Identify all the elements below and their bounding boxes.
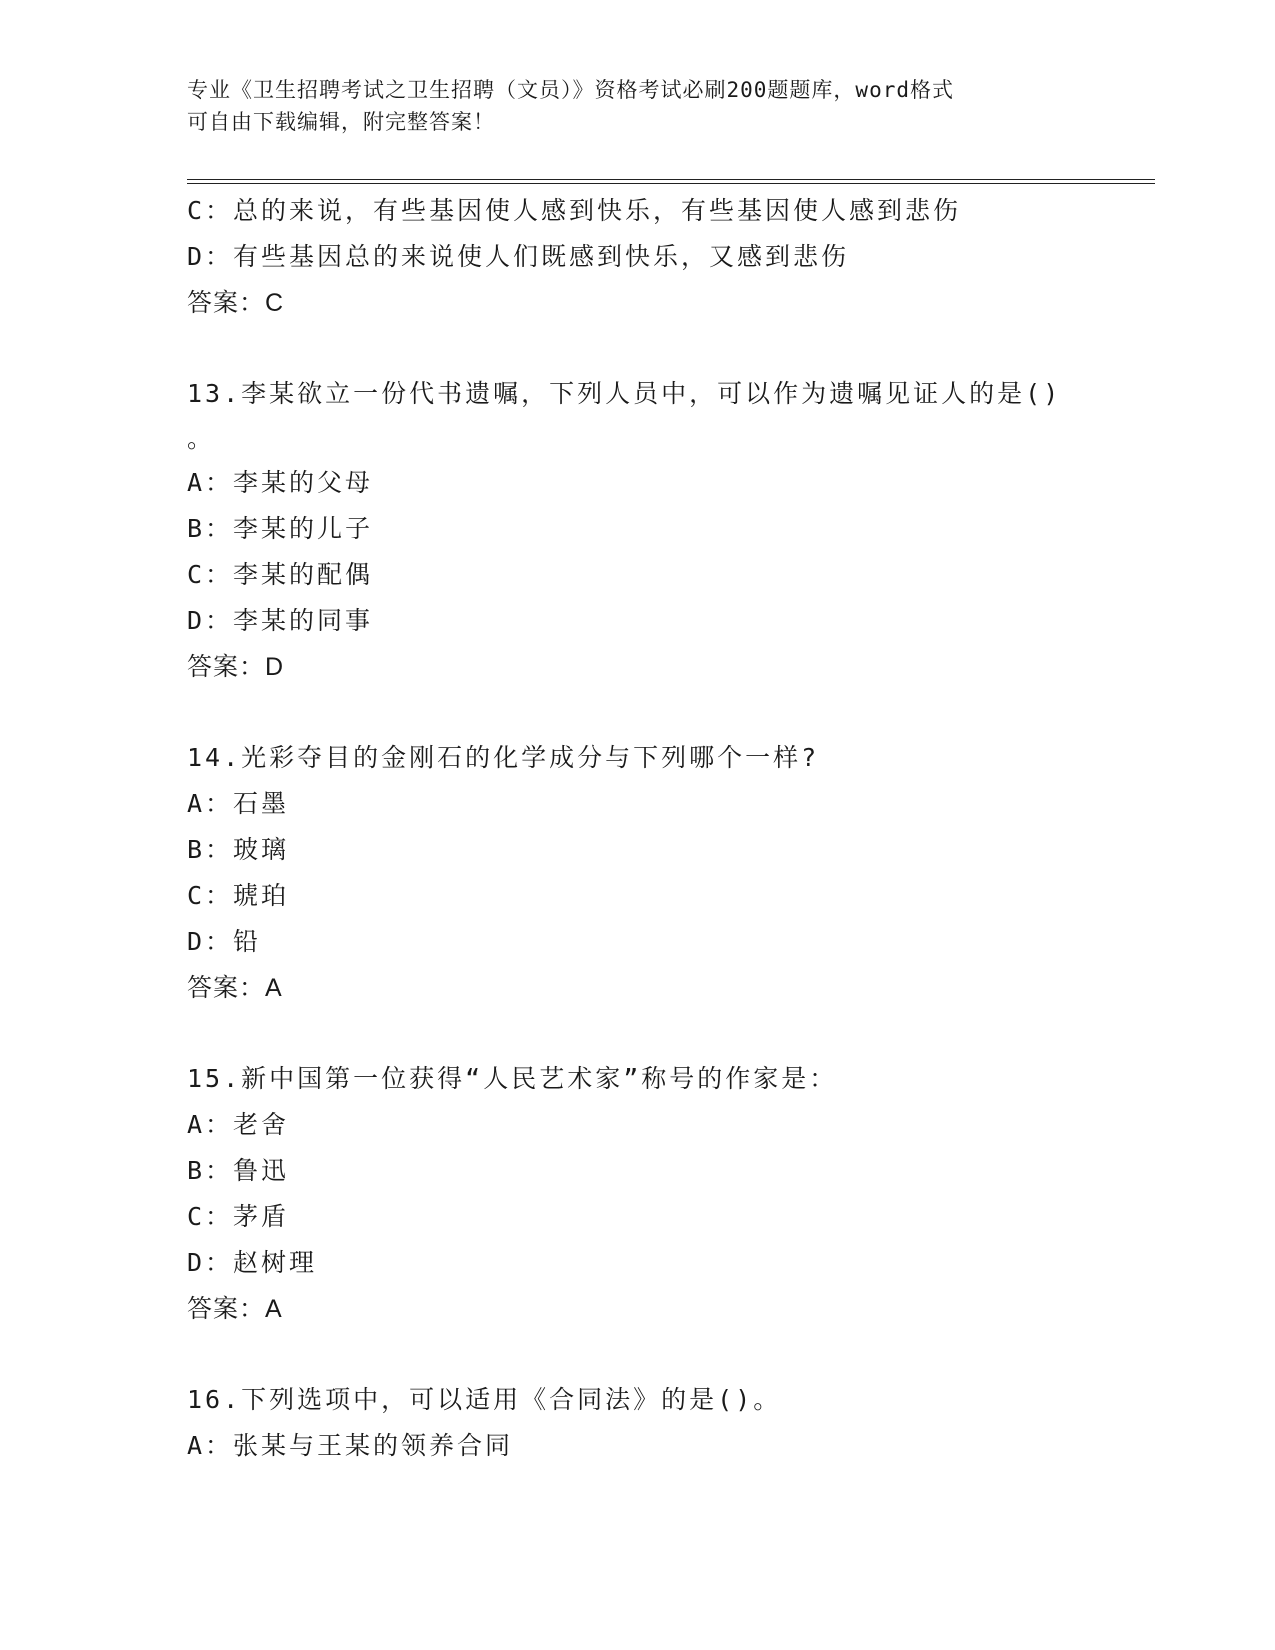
option-c: C：总的来说，有些基因使人感到快乐，有些基因使人感到悲伤 xyxy=(187,196,962,225)
document-header xyxy=(187,74,1087,138)
option-a: A：李某的父母 xyxy=(187,468,374,497)
option-b: B：鲁迅 xyxy=(187,1156,290,1185)
option-a: A：石墨 xyxy=(187,789,290,818)
question-stem: 15.新中国第一位获得“人民艺术家”称号的作家是： xyxy=(187,1064,838,1093)
question-14 xyxy=(187,735,1147,1011)
option-d: D：有些基因总的来说使人们既感到快乐，又感到悲伤 xyxy=(187,242,850,271)
option-a: A：张某与王某的领养合同 xyxy=(187,1431,514,1460)
option-d: D：赵树理 xyxy=(187,1248,318,1277)
question-13 xyxy=(187,371,1147,690)
option-b: B：玻璃 xyxy=(187,835,290,864)
question-list xyxy=(187,188,1147,1469)
option-b: B：李某的儿子 xyxy=(187,514,374,543)
question-stem: 14.光彩夺目的金刚石的化学成分与下列哪个一样? xyxy=(187,743,820,772)
header-divider-bottom xyxy=(187,183,1155,184)
option-c: C：茅盾 xyxy=(187,1202,290,1231)
question-15 xyxy=(187,1056,1147,1332)
option-d: D：李某的同事 xyxy=(187,606,374,635)
header-title-line1: 专业《卫生招聘考试之卫生招聘（文员）》资格考试必刷200题题库，word格式 xyxy=(187,78,954,102)
question-stem: 16.下列选项中，可以适用《合同法》的是()。 xyxy=(187,1385,782,1414)
answer-label: 答案：C xyxy=(187,289,285,317)
answer-label: 答案：A xyxy=(187,974,283,1002)
option-c: C：李某的配偶 xyxy=(187,560,374,589)
option-a: A：老舍 xyxy=(187,1110,290,1139)
answer-label: 答案：D xyxy=(187,653,285,681)
answer-label: 答案：A xyxy=(187,1295,283,1323)
option-c: C：琥珀 xyxy=(187,881,290,910)
question-stem-continuation: 。 xyxy=(187,424,213,453)
question-stem: 13.李某欲立一份代书遗嘱，下列人员中，可以作为遗嘱见证人的是() xyxy=(187,379,1062,408)
header-title-line2: 可自由下载编辑，附完整答案！ xyxy=(187,110,495,134)
option-d: D：铅 xyxy=(187,927,262,956)
question-16 xyxy=(187,1377,1147,1469)
header-divider-top xyxy=(187,179,1155,180)
